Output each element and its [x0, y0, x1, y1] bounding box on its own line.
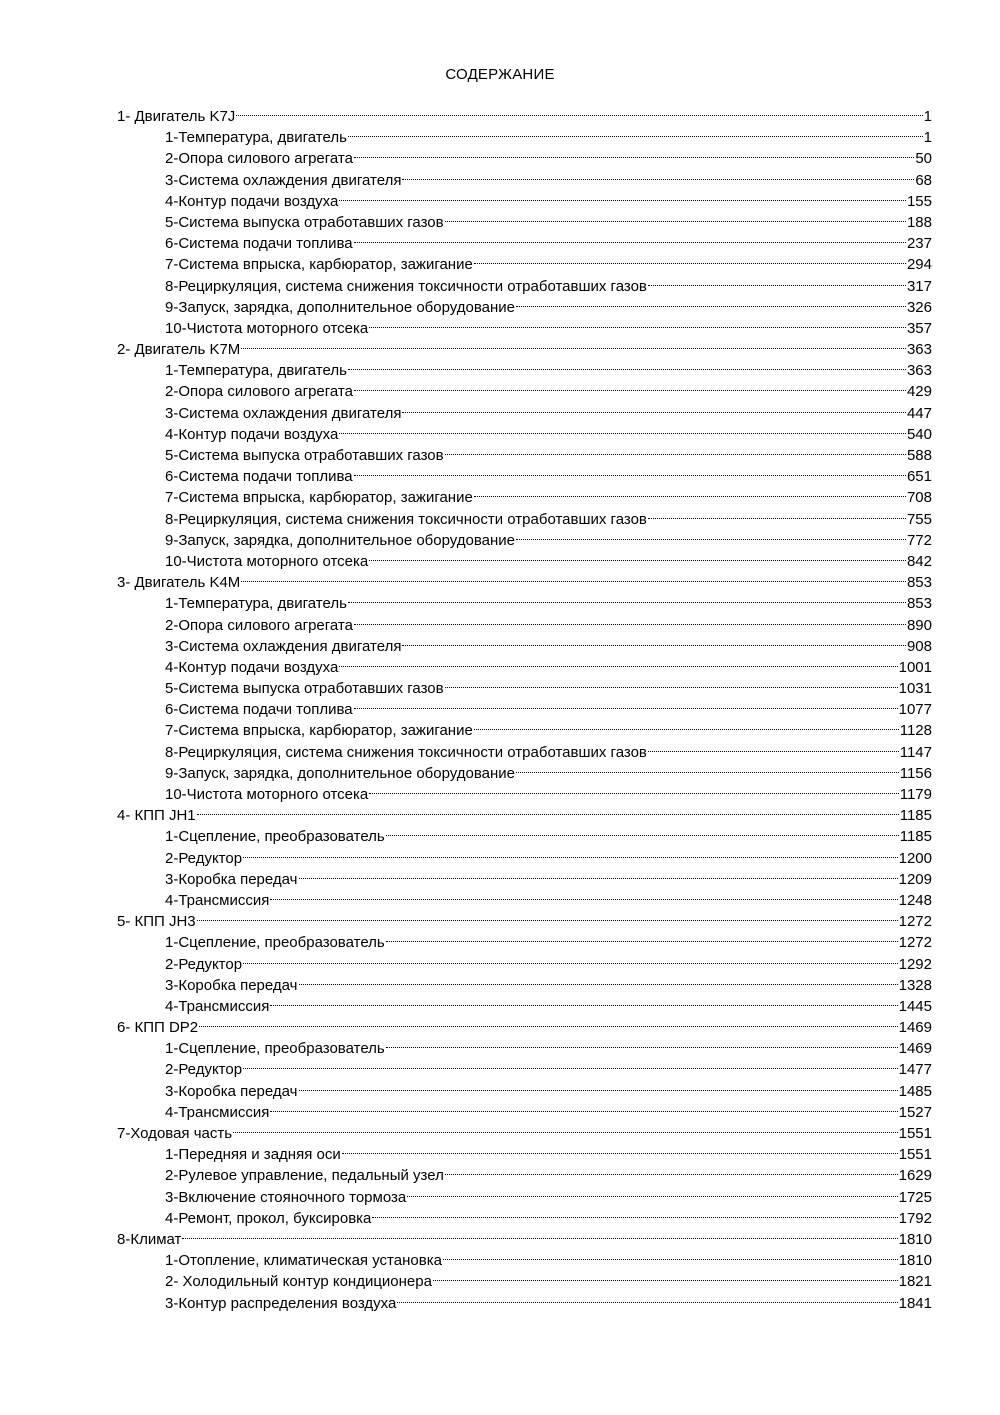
toc-subsection-entry[interactable]: [117, 1208, 932, 1229]
toc-entry-label: 3- Двигатель K4M: [117, 574, 241, 592]
toc-page-number: 155: [906, 192, 932, 210]
toc-page-number: 237: [906, 235, 932, 253]
dot-leader: [339, 200, 906, 201]
dot-leader: [407, 1196, 897, 1197]
toc-subsection-entry[interactable]: [117, 127, 932, 148]
dot-leader: [197, 814, 899, 815]
dot-leader: [299, 878, 898, 879]
toc-page-number: 1792: [898, 1209, 932, 1227]
toc-page-number: 890: [906, 616, 932, 634]
toc-entry-label: 5- КПП JH3: [117, 913, 196, 931]
toc-subsection-entry[interactable]: [117, 869, 932, 890]
toc-page-number: 1185: [899, 828, 932, 846]
toc-entry-label: 3-Коробка передач: [165, 976, 298, 994]
toc-entry-label: 8-Рециркуляция, система снижения токсичности отработавших газов: [165, 510, 647, 528]
toc-entry-label: 8-Климат: [117, 1230, 182, 1248]
toc-page-number: 1841: [898, 1294, 932, 1312]
toc-page-number: 1725: [898, 1188, 932, 1206]
toc-page-number: 1469: [898, 1019, 932, 1037]
toc-subsection-entry[interactable]: [117, 763, 932, 784]
dot-leader: [299, 1090, 898, 1091]
toc-page-number: 1551: [898, 1125, 932, 1142]
toc-section-entry[interactable]: [117, 805, 932, 826]
toc-section-entry[interactable]: [117, 1123, 932, 1144]
dot-leader: [369, 560, 906, 561]
dot-leader: [445, 687, 898, 688]
dot-leader: [243, 963, 898, 964]
toc-page-number: 50: [915, 150, 932, 168]
toc-section-entry[interactable]: [117, 1229, 932, 1250]
toc-page-number: 326: [906, 298, 932, 316]
toc-subsection-entry[interactable]: [117, 657, 932, 678]
toc-subsection-entry[interactable]: [117, 212, 932, 233]
toc-entry-label: 4-Трансмиссия: [165, 997, 270, 1015]
dot-leader: [342, 1153, 898, 1154]
toc-entry-label: 7-Ходовая часть: [117, 1125, 233, 1142]
toc-entry-label: 7-Система впрыска, карбюратор, зажигание: [165, 489, 473, 507]
toc-entry-label: 4-Контур подачи воздуха: [165, 192, 339, 210]
dot-leader: [241, 348, 906, 349]
dot-leader: [199, 1026, 897, 1027]
toc-page-number: 1629: [898, 1167, 932, 1185]
toc-subsection-entry[interactable]: [117, 233, 932, 254]
toc-page-number: 1: [923, 129, 932, 147]
toc-subsection-entry[interactable]: [117, 932, 932, 953]
dot-leader: [369, 327, 906, 328]
toc-page-number: 1328: [898, 976, 932, 994]
toc-entry-label: 10-Чистота моторного отсека: [165, 552, 369, 570]
toc-page-number: 1209: [898, 870, 932, 888]
toc-entry-label: 2-Опора силового агрегата: [165, 383, 353, 401]
toc-subsection-entry[interactable]: [117, 1250, 932, 1271]
toc-subsection-entry[interactable]: [117, 742, 932, 763]
toc-subsection-entry[interactable]: [117, 466, 932, 487]
toc-entry-label: 2-Редуктор: [165, 849, 243, 867]
toc-page-number: 772: [906, 531, 932, 549]
dot-leader: [386, 941, 898, 942]
toc-subsection-entry[interactable]: [117, 890, 932, 911]
toc-subsection-entry[interactable]: [117, 1059, 932, 1080]
toc-page-number: 1200: [898, 849, 932, 867]
dot-leader: [386, 1047, 898, 1048]
toc-section-entry[interactable]: [117, 911, 932, 932]
dot-leader: [354, 624, 906, 625]
dot-leader: [369, 793, 898, 794]
toc-page-number: 651: [906, 468, 932, 486]
toc-subsection-entry[interactable]: [117, 381, 932, 402]
dot-leader: [516, 772, 899, 773]
dot-leader: [243, 1068, 898, 1069]
dot-leader: [516, 539, 906, 540]
toc-page-number: 1272: [898, 934, 932, 952]
toc-entry-label: 2-Редуктор: [165, 1061, 243, 1079]
toc-subsection-entry[interactable]: [117, 615, 932, 636]
toc-section-entry[interactable]: [117, 572, 932, 593]
toc-subsection-entry[interactable]: [117, 424, 932, 445]
toc-page-number: 708: [906, 489, 932, 507]
toc-subsection-entry[interactable]: [117, 254, 932, 275]
dot-leader: [648, 751, 899, 752]
toc-entry-label: 9-Запуск, зарядка, дополнительное оборудование: [165, 531, 516, 549]
toc-subsection-entry[interactable]: [117, 1081, 932, 1102]
dot-leader: [372, 1217, 897, 1218]
toc-subsection-entry[interactable]: [117, 954, 932, 975]
toc-entry-label: 1-Сцепление, преобразователь: [165, 828, 385, 846]
dot-leader: [445, 221, 906, 222]
toc-subsection-entry[interactable]: [117, 297, 932, 318]
toc-entry-label: 9-Запуск, зарядка, дополнительное оборудование: [165, 764, 516, 782]
toc-page-number: 363: [906, 362, 932, 380]
toc-entry-label: 8-Рециркуляция, система снижения токсичности отработавших газов: [165, 743, 647, 761]
toc-entry-label: 4-Трансмиссия: [165, 891, 270, 909]
toc-subsection-entry[interactable]: [117, 509, 932, 530]
dot-leader: [354, 242, 906, 243]
dot-leader: [474, 496, 906, 497]
toc-subsection-entry[interactable]: [117, 826, 932, 847]
dot-leader: [433, 1280, 898, 1281]
toc-entry-label: 2-Редуктор: [165, 955, 243, 973]
dot-leader: [516, 306, 906, 307]
toc-entry-label: 6- КПП DP2: [117, 1019, 199, 1037]
toc-subsection-entry[interactable]: [117, 699, 932, 720]
toc-entry-label: 5-Система выпуска отработавших газов: [165, 447, 444, 464]
toc-page-number: 1179: [899, 786, 932, 803]
toc-subsection-entry[interactable]: [117, 170, 932, 191]
dot-leader: [243, 857, 898, 858]
toc-subsection-entry[interactable]: [117, 1165, 932, 1186]
toc-page-number: 1077: [898, 701, 932, 719]
toc-entry-label: 3-Коробка передач: [165, 1082, 298, 1100]
toc-entry-label: 1-Передняя и задняя оси: [165, 1146, 341, 1164]
toc-page-number: 1292: [898, 955, 932, 973]
toc-subsection-entry[interactable]: [117, 191, 932, 212]
toc-entry-label: 10-Чистота моторного отсека: [165, 319, 369, 337]
toc-page-number: 1821: [898, 1273, 932, 1291]
toc-subsection-entry[interactable]: [117, 1187, 932, 1208]
dot-leader: [339, 666, 897, 667]
toc-entry-label: 3-Система охлаждения двигателя: [165, 637, 402, 655]
toc-subsection-entry[interactable]: [117, 551, 932, 572]
toc-page-number: 1477: [898, 1061, 932, 1079]
toc-entry-label: 9-Запуск, зарядка, дополнительное оборудование: [165, 298, 516, 316]
toc-subsection-entry[interactable]: [117, 996, 932, 1017]
toc-page-number: 1031: [898, 680, 932, 698]
dot-leader: [397, 1302, 897, 1303]
dot-leader: [241, 581, 906, 582]
dot-leader: [402, 645, 906, 646]
toc-entry-label: 6-Система подачи топлива: [165, 468, 353, 486]
toc-entry-label: 1-Температура, двигатель: [165, 129, 347, 147]
toc-entry-label: 7-Система впрыска, карбюратор, зажигание: [165, 256, 473, 274]
toc-page-number: 357: [906, 319, 932, 337]
toc-page-number: 755: [906, 510, 932, 528]
toc-page-number: 1810: [898, 1252, 932, 1270]
toc-page-number: 1147: [899, 743, 932, 761]
toc-subsection-entry[interactable]: [117, 487, 932, 508]
toc-page-number: 1: [923, 108, 932, 125]
toc-page-number: 1272: [898, 913, 932, 931]
dot-leader: [648, 285, 906, 286]
dot-leader: [445, 454, 906, 455]
toc-page-number: 588: [906, 447, 932, 464]
dot-leader: [354, 390, 906, 391]
toc-subsection-entry[interactable]: [117, 636, 932, 657]
toc-section-entry[interactable]: [117, 106, 932, 127]
toc-page-number: 1185: [899, 807, 932, 825]
toc-subsection-entry[interactable]: [117, 593, 932, 614]
toc-entry-label: 1-Сцепление, преобразователь: [165, 934, 385, 952]
toc-page-number: 294: [906, 256, 932, 274]
toc-page-number: 1810: [898, 1230, 932, 1248]
toc-page-number: 317: [906, 277, 932, 295]
dot-leader: [182, 1238, 897, 1239]
toc-page-number: 1156: [899, 764, 932, 782]
toc-entry-label: 4- КПП JH1: [117, 807, 196, 825]
dot-leader: [348, 602, 906, 603]
dot-leader: [354, 157, 914, 158]
toc-entry-label: 4-Трансмиссия: [165, 1103, 270, 1121]
toc-subsection-entry[interactable]: [117, 148, 932, 169]
toc-entry-label: 2-Рулевое управление, педальный узел: [165, 1167, 444, 1185]
toc-page-number: 68: [915, 171, 932, 189]
toc-subsection-entry[interactable]: [117, 530, 932, 551]
toc-entry-label: 5-Система выпуска отработавших газов: [165, 680, 444, 698]
toc-page-number: 1527: [898, 1103, 932, 1121]
toc-entry-label: 1-Температура, двигатель: [165, 595, 347, 613]
toc-entry-label: 3-Система охлаждения двигателя: [165, 171, 402, 189]
toc-entry-label: 5-Система выпуска отработавших газов: [165, 213, 444, 231]
toc-entry-label: 7-Система впрыска, карбюратор, зажигание: [165, 722, 473, 740]
page-title: СОДЕРЖАНИЕ: [445, 66, 555, 83]
toc-entry-label: 3-Система охлаждения двигателя: [165, 404, 402, 422]
toc-entry-label: 4-Ремонт, прокол, буксировка: [165, 1209, 372, 1227]
toc-page-number: 853: [906, 595, 932, 613]
dot-leader: [270, 1005, 897, 1006]
toc-entry-label: 1-Сцепление, преобразователь: [165, 1040, 385, 1058]
toc-subsection-entry[interactable]: [117, 318, 932, 339]
toc-entry-label: 1- Двигатель K7J: [117, 108, 236, 125]
dot-leader: [348, 136, 923, 137]
toc-entry-label: 6-Система подачи топлива: [165, 701, 353, 719]
toc-section-entry[interactable]: [117, 339, 932, 360]
dot-leader: [474, 263, 906, 264]
toc-page-number: 853: [906, 574, 932, 592]
toc-page-number: 188: [906, 213, 932, 231]
toc-entry-label: 10-Чистота моторного отсека: [165, 786, 369, 803]
toc-entry-label: 3-Включение стояночного тормоза: [165, 1188, 407, 1206]
dot-leader: [354, 475, 906, 476]
toc-page-number: 1551: [898, 1146, 932, 1164]
dot-leader: [648, 518, 906, 519]
toc-entry-label: 4-Контур подачи воздуха: [165, 425, 339, 443]
dot-leader: [402, 179, 914, 180]
dot-leader: [270, 1111, 897, 1112]
toc-page-number: 1001: [898, 658, 932, 676]
toc-entry-label: 8-Рециркуляция, система снижения токсичности отработавших газов: [165, 277, 647, 295]
dot-leader: [354, 708, 898, 709]
toc-entry-label: 2-Опора силового агрегата: [165, 616, 353, 634]
toc-subsection-entry[interactable]: [117, 403, 932, 424]
toc-entry-label: 3-Контур распределения воздуха: [165, 1294, 397, 1312]
toc-page-number: 363: [906, 341, 932, 359]
toc-section-entry[interactable]: [117, 1017, 932, 1038]
toc-entry-label: 2- Холодильный контур кондиционера: [165, 1273, 432, 1291]
toc-page-number: 447: [906, 404, 932, 422]
dot-leader: [402, 412, 906, 413]
toc-entry-label: 6-Система подачи топлива: [165, 235, 353, 253]
toc-subsection-entry[interactable]: [117, 784, 932, 805]
dot-leader: [236, 115, 922, 116]
toc-entry-label: 4-Контур подачи воздуха: [165, 658, 339, 676]
dot-leader: [443, 1259, 898, 1260]
toc-subsection-entry[interactable]: [117, 360, 932, 381]
dot-leader: [197, 920, 898, 921]
toc-page-number: 1445: [898, 997, 932, 1015]
toc-subsection-entry[interactable]: [117, 720, 932, 741]
toc-entry-label: 2- Двигатель K7M: [117, 341, 241, 359]
toc-subsection-entry[interactable]: [117, 1271, 932, 1292]
toc-page-number: 908: [906, 637, 932, 655]
toc-entry-label: 1-Отопление, климатическая установка: [165, 1252, 442, 1270]
toc-page-number: 429: [906, 383, 932, 401]
toc-entry-label: 2-Опора силового агрегата: [165, 150, 353, 168]
dot-leader: [386, 835, 899, 836]
toc-entry-label: 3-Коробка передач: [165, 870, 298, 888]
toc-subsection-entry[interactable]: [117, 445, 932, 466]
toc-page-number: 842: [906, 552, 932, 570]
table-of-contents: [117, 106, 932, 1314]
toc-subsection-entry[interactable]: [117, 1038, 932, 1059]
dot-leader: [445, 1174, 898, 1175]
dot-leader: [339, 433, 906, 434]
dot-leader: [474, 729, 899, 730]
toc-subsection-entry[interactable]: [117, 848, 932, 869]
dot-leader: [299, 984, 898, 985]
toc-subsection-entry[interactable]: [117, 1293, 932, 1314]
toc-page-number: 1469: [898, 1040, 932, 1058]
dot-leader: [233, 1132, 898, 1133]
toc-subsection-entry[interactable]: [117, 678, 932, 699]
dot-leader: [348, 369, 906, 370]
toc-subsection-entry[interactable]: [117, 1102, 932, 1123]
toc-page-number: 1128: [899, 722, 932, 740]
toc-entry-label: 1-Температура, двигатель: [165, 362, 347, 380]
toc-page-number: 1485: [898, 1082, 932, 1100]
dot-leader: [270, 899, 897, 900]
toc-subsection-entry[interactable]: [117, 975, 932, 996]
toc-page-number: 1248: [898, 891, 932, 909]
toc-subsection-entry[interactable]: [117, 276, 932, 297]
toc-subsection-entry[interactable]: [117, 1144, 932, 1165]
toc-page-number: 540: [906, 425, 932, 443]
